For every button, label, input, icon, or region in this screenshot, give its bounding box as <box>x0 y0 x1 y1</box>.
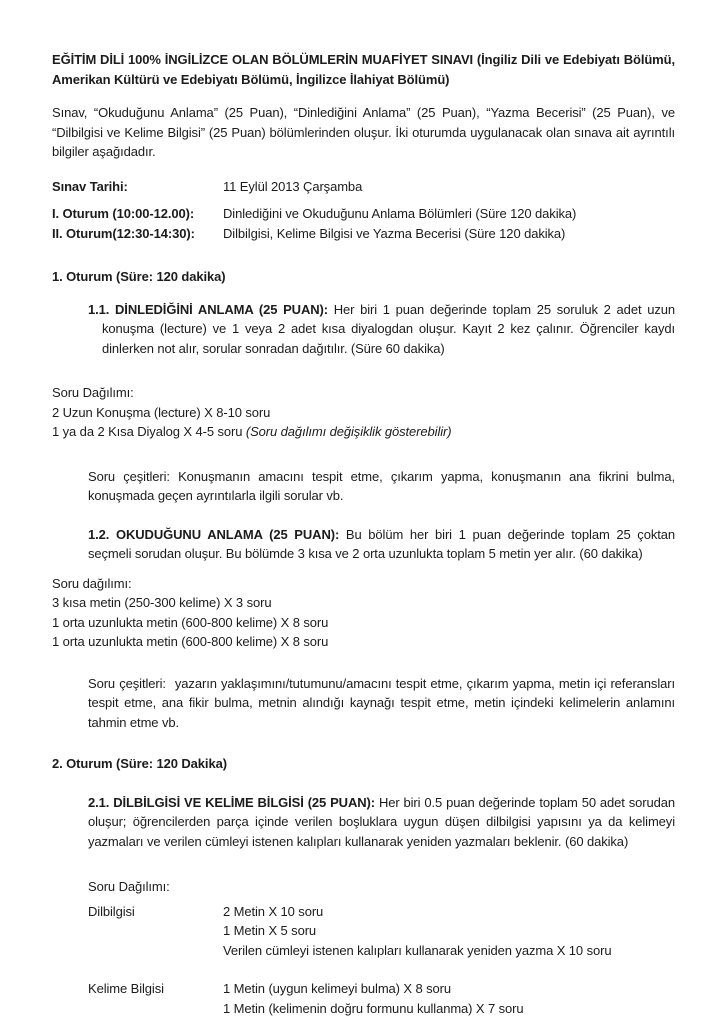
session2-heading: 2. Oturum (Süre: 120 Dakika) <box>52 756 227 771</box>
session2-time-row <box>52 224 675 244</box>
grammar-body: Her biri 0.5 puan değerinde toplam 50 adet sorudan oluşur; öğrencilerden parça içinde verilen boşluklara uygun düşen dilbilgisi yapısını ya da kelimeyi yazmaları ve verilen cümleyi istenen kalıpları kullanarak yeniden yazmaları beklenir. (60 dakika) <box>88 794 675 849</box>
distribution-line: 1 Metin (kelimenin doğru formunu kullanma) X 7 soru <box>223 1000 524 1016</box>
reading-question-types <box>88 674 675 733</box>
listening-question-types: Soru çeşitleri: Konuşmanın amacını tespit etme, çıkarım yapma, konuşmanın ana fikrini bulma, konuşmada geçen ayrıntılarla ilgili sorular vb. <box>88 468 675 503</box>
listening-distribution-row <box>52 383 675 442</box>
reading-distribution-row <box>52 574 675 652</box>
distribution-label: Soru Dağılımı: <box>52 385 134 400</box>
session1-heading: 1. Oturum (Süre: 120 dakika) <box>52 269 226 284</box>
distribution-line: 3 kısa metin (250-300 kelime) X 3 soru <box>52 595 272 610</box>
distribution-line: 2 Uzun Konuşma (lecture) X 8-10 soru <box>52 404 271 420</box>
distribution-note: (Soru dağılımı değişiklik gösterebilir) <box>245 424 452 439</box>
listening-section-paragraph <box>88 300 675 359</box>
exam-date-row <box>52 177 675 197</box>
distribution-line-text: 1 ya da 2 Kısa Diyalog X 4-5 soru <box>52 424 246 439</box>
grammar-section-paragraph <box>88 793 675 852</box>
session2-time-value: Dilbilgisi, Kelime Bilgisi ve Yazma Becerisi (Süre 120 dakika) <box>223 225 566 241</box>
distribution-line: 1 Metin X 5 soru <box>223 923 317 938</box>
vocab-distribution-row <box>88 979 675 1018</box>
distribution-line: 1 orta uzunlukta metin (600-800 kelime) X 8 soru <box>52 634 329 649</box>
question-types-text: yazarın yaklaşımını/tutumunu/amacını tespit etme, çıkarım yapma, metin içi referansları tespit etme, ana fikir bulma, metnin alındığı kaynağı tespit etme, metin içindeki kelimelerin anlamını tahmin etme vb. <box>88 675 675 730</box>
grammar-lead: 2.1. DİLBİLGİSİ VE KELİME BİLGİSİ (25 PUAN): <box>88 794 376 810</box>
distribution-label: Soru dağılımı: <box>52 575 132 591</box>
distribution-heading: Soru Dağılımı: <box>88 879 170 894</box>
session2-time-label: II. Oturum(12:30-14:30): <box>52 225 195 241</box>
session1-time-row <box>52 204 675 224</box>
distribution-line: 1 Metin (uygun kelimeyi bulma) X 8 soru <box>223 981 452 996</box>
reading-body: Bu bölüm her biri 1 puan değerinde toplam 25 çoktan seçmeli sorudan oluşur. Bu bölümde 3 kısa ve 2 orta uzunlukta toplam 5 metin yer alır. (60 dakika) <box>88 526 676 561</box>
vocab-distribution-lines <box>223 979 675 1018</box>
grammar-distribution-lines <box>223 902 675 961</box>
distribution-line <box>52 422 675 442</box>
document-title: EĞİTİM DİLİ 100% İNGİLİZCE OLAN BÖLÜMLERİN MUAFİYET SINAVI (İngiliz Dili ve Edebiyatı Bölümü, Amerikan Kültürü ve Edebiyatı Bölümü, İngilizce İlahiyat Bölümü) <box>52 52 675 87</box>
distribution-line: Verilen cümleyi istenen kalıpları kullanarak yeniden yazma X 10 soru <box>223 942 612 958</box>
reading-section-paragraph <box>88 525 675 564</box>
vocab-label: Kelime Bilgisi <box>88 981 164 996</box>
distribution-line: 1 orta uzunlukta metin (600-800 kelime) X 8 soru <box>52 614 329 630</box>
intro-paragraph: Sınav, “Okuduğunu Anlama” (25 Puan), “Dinlediğini Anlama” (25 Puan), “Yazma Becerisi” (25 Puan), ve “Dilbilgisi ve Kelime Bilgisi” (25 Puan) bölümlerinden oluşur. İki oturumda uygulanacak olan sınava ait ayrıntılı bilgiler aşağıdadır. <box>52 105 675 159</box>
session1-time-label: I. Oturum (10:00-12.00): <box>52 206 195 221</box>
session1-time-value: Dinlediğini ve Okuduğunu Anlama Bölümleri (Süre 120 dakika) <box>223 206 577 221</box>
listening-distribution-lines <box>52 403 675 442</box>
question-types-label: Soru çeşitleri: <box>88 675 166 691</box>
exam-date-label: Sınav Tarihi: <box>52 178 128 194</box>
grammar-label: Dilbilgisi <box>88 903 135 919</box>
listening-body: Her biri 1 puan değerinde toplam 25 soruluk 2 adet uzun konuşma (lecture) ve 1 veya 2 adet kısa diyalogdan oluşur. Kayıt 2 kez çalınır. Öğrenciler kaydı dinlerken not alır, sorular sonradan dağıtılır. (Süre 60 dakika) <box>102 301 675 356</box>
exam-date-value: 11 Eylül 2013 Çarşamba <box>223 178 363 194</box>
grammar-distribution-row <box>88 902 675 961</box>
reading-lead: 1.2. OKUDUĞUNU ANLAMA (25 PUAN): <box>88 526 340 542</box>
distribution-line: 2 Metin X 10 soru <box>223 903 324 919</box>
listening-lead: 1.1. DİNLEDİĞİNİ ANLAMA (25 PUAN): <box>88 301 328 317</box>
reading-distribution-lines <box>52 593 675 652</box>
